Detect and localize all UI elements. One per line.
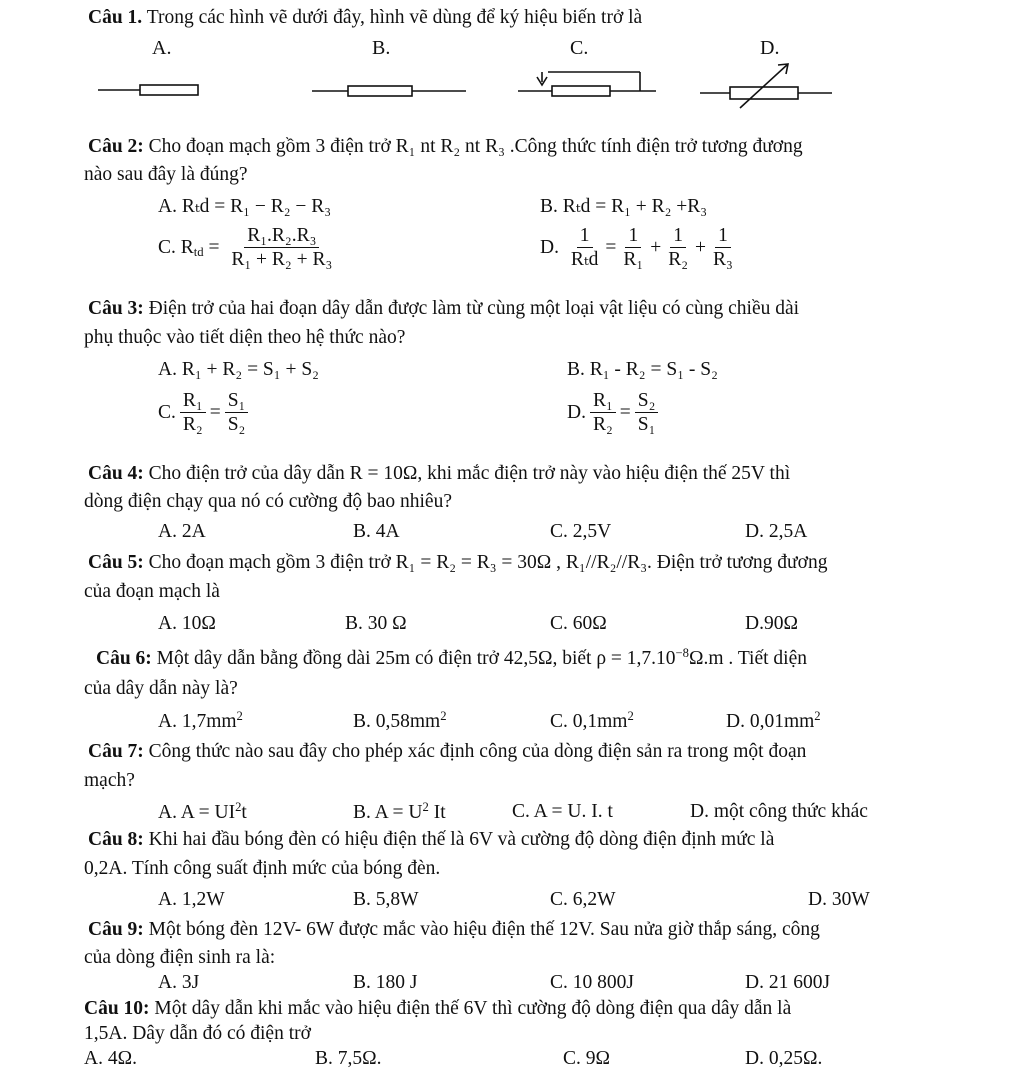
q2-option-a: A. Rₜd = R₁ − R₂ − R₃: [158, 196, 332, 217]
q10-option-d: D. 0,25Ω.: [745, 1048, 823, 1069]
q8-option-c: C. 6,2W: [550, 889, 616, 910]
q3-text1: Điện trở của hai đoạn dây dẫn được làm từ cùng một loại vật liệu có cùng chiều dài: [148, 298, 800, 319]
q1-letter-d: D.: [760, 37, 780, 59]
q7-text2: mạch?: [84, 770, 135, 791]
q1-line: [88, 6, 642, 30]
q6-option-d: D. $0,01mm^2$: [726, 709, 821, 732]
q10-option-b: B. 7,5Ω.: [315, 1048, 382, 1069]
q2-title: Câu 2:: [88, 136, 144, 157]
q2-c-fraction: $\frac{\text{R₁.R₂.R₃}}{\text{R₁ + R₂ + R₃}}$: [231, 225, 333, 271]
q5-option-c: C. 60Ω: [550, 613, 607, 634]
q6-option-b: B. $0,58mm^2$: [353, 709, 447, 732]
q5-option-a: A. 10Ω: [158, 613, 216, 634]
q4-option-a: A. 2A: [158, 521, 206, 542]
q10-text2: 1,5A. Dây dẫn đó có điện trở: [84, 1023, 311, 1044]
q4-title: Câu 4:: [88, 463, 144, 484]
q1-letter-a: A.: [152, 37, 172, 59]
q8-text2: 0,2A. Tính công suất định mức của bóng đèn.: [84, 858, 441, 879]
q2-line1: [88, 135, 803, 159]
q8-option-a: A. 1,2W: [158, 889, 225, 910]
q9-option-b: B. 180 J: [353, 972, 418, 993]
symbol-a-resistor-icon: [98, 85, 198, 95]
q8-option-b: B. 5,8W: [353, 889, 419, 910]
q6-line1: [96, 646, 807, 671]
q2-option-d: D. $\frac{1}{\text{Rₜd}}$ = $\frac{1}{\text{R₁}}$ + $\frac{1}{\text{R₂}}$ + $\frac{1}{\text{R₃}}$: [540, 225, 733, 271]
q6-text1: Một dây dẫn bằng đồng dài 25m có điện trở 42,5Ω, biết $\rho = 1,7.10^{-8}\Omega.m$ . Tiết diện: [156, 646, 807, 669]
q4-option-c: C. 2,5V: [550, 521, 612, 542]
q2-option-c: C. $R_{td}$ = $\frac{\text{R₁.R₂.R₃}}{\text{R₁ + R₂ + R₃}}$: [158, 225, 339, 272]
q1-text: Trong các hình vẽ dưới đây, hình vẽ dùng để ký hiệu biến trở là: [146, 7, 643, 28]
q8-option-d: D. 30W: [808, 889, 870, 910]
q9-option-c: C. 10 800J: [550, 972, 634, 993]
q7-option-a: A. $A = UI^2t$: [158, 800, 247, 823]
q2-option-b: B. Rₜd = R₁ + R₂ +R₃: [540, 196, 708, 217]
q9-option-d: D. 21 600J: [745, 972, 831, 993]
q2-text1: Cho đoạn mạch gồm 3 điện trở R₁ nt R₂ nt R₃ .Công thức tính điện trở tương đương: [148, 136, 803, 157]
q10-title: Câu 10:: [84, 998, 150, 1019]
q3-option-a: A. R₁ + R₂ = S₁ + S₂: [158, 359, 319, 380]
q7-option-b: B. $A = U^2$ It: [353, 800, 446, 823]
q5-option-d: D.90Ω: [745, 613, 798, 634]
q6-text2: của dây dẫn này là?: [84, 678, 238, 699]
q2-text2: nào sau đây là đúng?: [84, 164, 248, 185]
q7-title: Câu 7:: [88, 741, 144, 762]
q1-letter-b: B.: [372, 37, 391, 59]
q10-option-c: C. 9Ω: [563, 1048, 610, 1069]
q1-letter-c: C.: [570, 37, 589, 59]
q5-title: Câu 5:: [88, 552, 144, 573]
q3-option-d: D. $\frac{\text{R₁}}{\text{R₂}}$ = $\frac{\text{S₂}}{\text{S₁}}$: [567, 390, 662, 437]
q9-line1: [88, 918, 820, 942]
q3-line1: [88, 297, 799, 321]
q7-option-c: C. A = U. I. t: [512, 801, 613, 822]
q10-line1: [84, 997, 791, 1021]
q4-line1: [88, 462, 790, 486]
q9-text1: Một bóng đèn 12V- 6W được mắc vào hiệu điện thế 12V. Sau nửa giờ thắp sáng, công: [148, 919, 820, 940]
q4-option-d: D. 2,5A: [745, 521, 808, 542]
q9-option-a: A. 3J: [158, 972, 200, 993]
q9-title: Câu 9:: [88, 919, 144, 940]
q4-option-b: B. 4A: [353, 521, 400, 542]
q4-text2: dòng điện chạy qua nó có cường độ bao nhiêu?: [84, 491, 452, 512]
q4-text1: Cho điện trở của dây dẫn R = 10Ω, khi mắc điện trở này vào hiệu điện thế 25V thì: [148, 463, 791, 484]
q3-title: Câu 3:: [88, 298, 144, 319]
q3-text2: phụ thuộc vào tiết diện theo hệ thức nào?: [84, 327, 406, 348]
q7-line1: [88, 740, 806, 764]
symbol-b-resistor-icon: [312, 86, 466, 96]
q5-line1: [88, 551, 827, 575]
q5-text1: Cho đoạn mạch gồm 3 điện trở R₁ = R₂ = R₃ = 30Ω , R₁//R₂//R₃. Điện trở tương đương: [148, 552, 828, 573]
q8-line1: [88, 828, 774, 852]
q7-option-d: D. một công thức khác: [690, 801, 868, 822]
q5-text2: của đoạn mạch là: [84, 581, 220, 602]
q10-option-a: A. 4Ω.: [84, 1048, 137, 1069]
q5-option-b: B. 30 Ω: [345, 613, 407, 634]
q9-text2: của dòng điện sinh ra là:: [84, 947, 276, 968]
q3-option-b: B. R₁ - R₂ = S₁ - S₂: [567, 359, 718, 380]
symbol-d-variable-resistor-icon: [700, 64, 832, 108]
q10-text1: Một dây dẫn khi mắc vào hiệu điện thế 6V thì cường độ dòng điện qua dây dẫn là: [154, 998, 792, 1019]
resistor-symbols: [90, 60, 850, 110]
q6-title: Câu 6:: [96, 648, 152, 669]
q8-text1: Khi hai đầu bóng đèn có hiệu điện thế là 6V và cường độ dòng điện định mức là: [148, 829, 775, 850]
q8-title: Câu 8:: [88, 829, 144, 850]
q3-option-c: C. $\frac{\text{R₁}}{\text{R₂}}$ = $\frac{\text{S₁}}{\text{S₂}}$: [158, 390, 252, 437]
q6-option-a: A. $1,7mm^2$: [158, 709, 243, 732]
q7-text1: Công thức nào sau đây cho phép xác định công của dòng điện sản ra trong một đoạn: [148, 741, 807, 762]
q6-option-c: C. $0,1mm^2$: [550, 709, 634, 732]
symbol-c-rheostat-icon: [518, 72, 656, 96]
q1-title: Câu 1.: [88, 7, 143, 28]
